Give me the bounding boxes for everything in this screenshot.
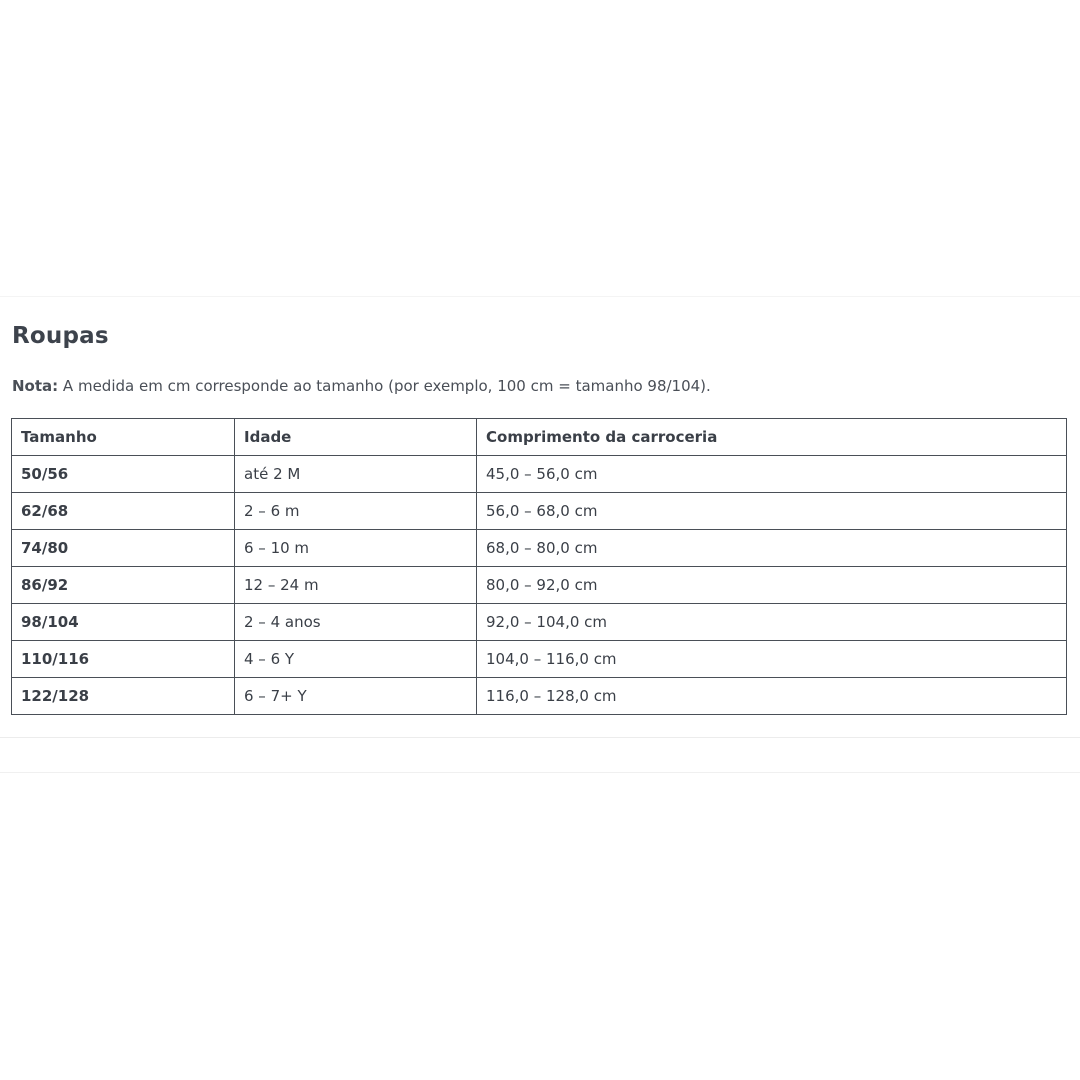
length-cell: 116,0 – 128,0 cm: [477, 678, 1067, 715]
age-cell: 6 – 7+ Y: [235, 678, 477, 715]
size-cell: 50/56: [12, 456, 235, 493]
table-row: [12, 604, 1067, 641]
length-cell: 45,0 – 56,0 cm: [477, 456, 1067, 493]
table-row: [12, 493, 1067, 530]
note-text: A medida em cm corresponde ao tamanho (por exemplo, 100 cm = tamanho 98/104).: [58, 377, 711, 395]
table-row: [12, 567, 1067, 604]
table-row: [12, 456, 1067, 493]
age-cell: 12 – 24 m: [235, 567, 477, 604]
header-body-length: Comprimento da carroceria: [477, 419, 1067, 456]
age-cell: até 2 M: [235, 456, 477, 493]
size-cell: 62/68: [12, 493, 235, 530]
size-guide-section: [0, 296, 1080, 738]
size-cell: 74/80: [12, 530, 235, 567]
table-row: [12, 530, 1067, 567]
length-cell: 56,0 – 68,0 cm: [477, 493, 1067, 530]
size-note: [12, 377, 711, 395]
table-header-row: [12, 419, 1067, 456]
note-label: Nota:: [12, 377, 59, 395]
header-size: Tamanho: [12, 419, 235, 456]
age-cell: 2 – 4 anos: [235, 604, 477, 641]
size-cell: 110/116: [12, 641, 235, 678]
size-cell: 86/92: [12, 567, 235, 604]
length-cell: 68,0 – 80,0 cm: [477, 530, 1067, 567]
age-cell: 2 – 6 m: [235, 493, 477, 530]
length-cell: 92,0 – 104,0 cm: [477, 604, 1067, 641]
size-cell: 122/128: [12, 678, 235, 715]
length-cell: 104,0 – 116,0 cm: [477, 641, 1067, 678]
size-cell: 98/104: [12, 604, 235, 641]
header-age: Idade: [235, 419, 477, 456]
length-cell: 80,0 – 92,0 cm: [477, 567, 1067, 604]
age-cell: 6 – 10 m: [235, 530, 477, 567]
section-title: Roupas: [12, 323, 109, 349]
age-cell: 4 – 6 Y: [235, 641, 477, 678]
table-row: [12, 678, 1067, 715]
divider: [0, 772, 1080, 773]
size-table: [11, 418, 1067, 715]
table-row: [12, 641, 1067, 678]
